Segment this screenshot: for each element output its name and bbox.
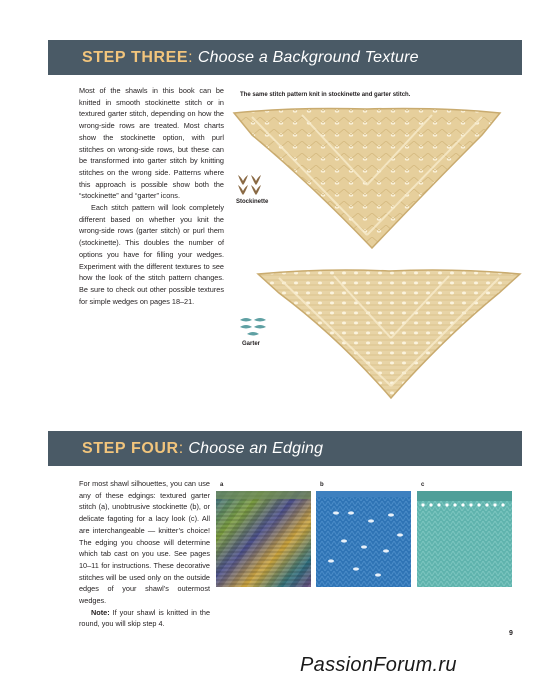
watermark: PassionForum.ru	[300, 654, 457, 676]
stockinette-shawl-image	[232, 105, 502, 255]
swatch-b-image	[316, 491, 411, 587]
stockinette-v-icon	[236, 173, 266, 197]
figure-caption: The same stitch pattern knit in stockinette and garter stitch.	[240, 92, 411, 98]
paragraph: Most of the shawls in this book can be knitted in smooth stockinette stitch or in textured garter stitch, depending on how the wrong-side rows are treated. Most charts show the stockinette option, with purl stitches on wrong-side rows, but these can be transformed into garter stitch by knitting stitches on the wrong side. Patterns where this approach is possible show both the “stockinette” and “garter” icons.	[79, 86, 224, 201]
swatch-a-image	[216, 491, 311, 587]
step-number: STEP FOUR	[82, 439, 179, 457]
note	[79, 607, 210, 630]
step-four-banner	[48, 431, 522, 466]
step-colon: :	[188, 48, 193, 66]
garter-bump-icon	[238, 316, 268, 338]
garter-label: Garter	[242, 341, 261, 347]
note-text: If your shawl is knitted in the round, you will skip step 4.	[79, 607, 210, 629]
step-number: STEP THREE	[82, 48, 189, 66]
page-number: 9	[509, 630, 513, 637]
swatch-c-image	[417, 491, 512, 587]
swatch-label-b: b	[320, 482, 324, 488]
swatch-label-a: a	[220, 482, 224, 488]
step-subtitle: Choose an Edging	[188, 439, 324, 457]
step-three-body	[79, 85, 224, 307]
paragraph: Each stitch pattern will look completely different based on whether you knit the wrong-side rows (garter stitch) or purl them (stockinette). This doubles the number of options you have for filling your wedges. Experiment with the different textures to see how the look of the stitch pattern changes. Be sure to check out other possible textures for simple wedges on pages 18–21.	[79, 203, 224, 306]
step-subtitle: Choose a Background Texture	[197, 48, 419, 66]
step-colon: :	[178, 439, 184, 457]
stockinette-label: Stockinette	[236, 199, 269, 205]
swatch-label-c: c	[421, 482, 425, 488]
paragraph: For most shawl silhouettes, you can use any of these edgings: textured garter stitch (a), unobtrusive stockinette (b), or delicate fagoting for a lacy look (c). All are interchangeable — knitter’s choice! The edging you choose will determine which tab cast on you use. See pages 10–11 for instructions. These decorative stitches will be used only on the outside edges of your shawl’s outermost wedges.	[79, 479, 210, 606]
step-three-banner	[48, 40, 522, 75]
step-four-body	[79, 478, 210, 630]
garter-shawl-image	[254, 268, 524, 403]
note-label: Note:	[91, 607, 110, 617]
